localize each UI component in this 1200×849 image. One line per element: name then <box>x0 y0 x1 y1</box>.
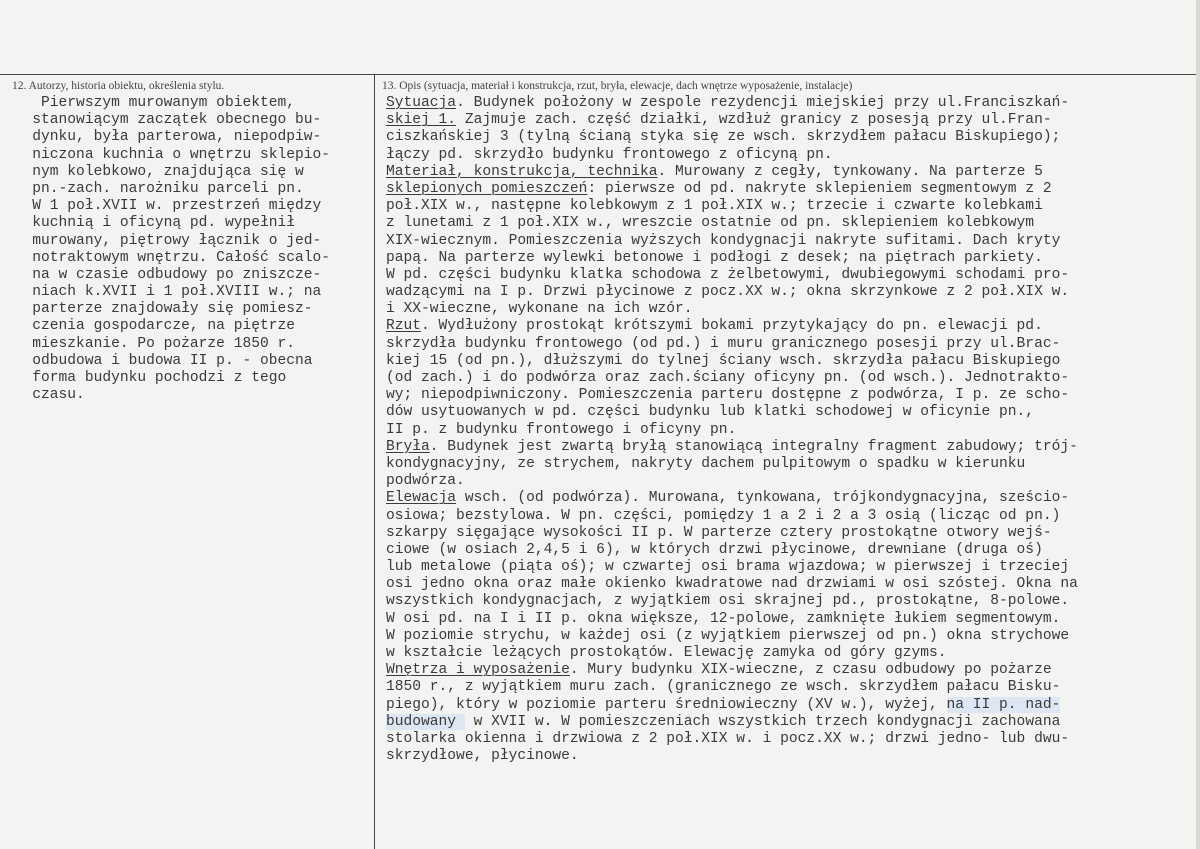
description-text-segment: skrzydła budynku frontowego (od pd.) i muru granicznego posesji przy ul.Brac- <box>386 335 1061 352</box>
description-text-segment: Zajmuje zach. część działki, wzdłuż granicy z posesją przy ul.Fran- <box>456 112 1052 129</box>
section-heading: sklepionych pomieszczeń <box>386 180 588 197</box>
description-line <box>386 576 1078 593</box>
description-text-segment: osiowa; bezstylowa. W pn. części, pomiędzy 1 a 2 i 2 a 3 osią (licząc od pn.) <box>386 507 1061 524</box>
description-text-segment: ciszkańskiej 3 (tylną ścianą styka się ze wsch. skrzydłem pałacu Biskupiego); <box>386 129 1061 146</box>
description-text-segment: W osi pd. na I i II p. okna większe, 12-polowe, zamknięte łukiem segmentowym. <box>386 610 1061 627</box>
description-line <box>386 353 1078 370</box>
history-line: stanowiącym zaczątek obecnego bu- <box>6 112 322 129</box>
description-text-segment: łączy pd. skrzydło budynku frontowego z oficyną pn. <box>386 146 833 163</box>
description-line <box>386 422 1078 439</box>
description-line <box>386 250 1078 267</box>
history-line: W 1 poł.XVII w. przestrzeń między <box>6 198 322 215</box>
description-line <box>386 611 1078 628</box>
description-line <box>386 731 1078 748</box>
description-text-segment: i XX-wieczne, wykonane na ich wzór. <box>386 301 693 318</box>
description-text-segment: papą. Na parterze wylewki betonowe i podłogi z desek; na piętrach parkiety. <box>386 249 1043 266</box>
history-line: murowany, piętrowy łącznik o jed- <box>6 232 322 249</box>
section-heading: Elewacja <box>386 490 457 507</box>
description-line <box>386 697 1078 714</box>
history-line: mieszkanie. Po pożarze 1850 r. <box>6 335 296 352</box>
description-line <box>386 525 1078 542</box>
description-text-segment: w XVII w. W pomieszczeniach wszystkich trzech kondygnacji zachowana <box>464 713 1061 730</box>
history-line: niczona kuchnia o wnętrzu sklepio- <box>6 146 331 163</box>
description-text-segment: z lunetami z 1 poł.XIX w., wreszcie ostatnie od pn. sklepieniem kolebkowym <box>386 215 1035 232</box>
column-divider <box>374 74 375 849</box>
description-text-segment: lub metalowe (piąta oś); w czwartej osi brama wjazdowa; w pierwszej i trzeciej <box>386 559 1070 576</box>
description-text-segment: w kształcie leżących prostokątów. Elewację zamyka od góry gzyms. <box>386 645 947 661</box>
history-line: notraktowym wnętrzu. Całość scalo- <box>6 249 331 266</box>
description-text-segment: XIX-wiecznym. Pomieszczenia wyższych kondygnacji nakryte sufitami. Dach kryty <box>386 232 1061 249</box>
history-line: czenia gospodarcze, na piętrze <box>6 318 296 335</box>
description-line <box>386 336 1078 353</box>
section-heading: Sytuacja <box>386 95 457 111</box>
section-heading: Bryła <box>386 438 430 455</box>
section-heading: Wnętrza i wyposażenie <box>386 662 570 679</box>
description-line <box>386 198 1078 215</box>
description-text-segment: podwórza. <box>386 473 465 490</box>
description-text-segment: . Murowany z cegły, tynkowany. Na parterze 5 <box>657 163 1043 180</box>
description-line <box>386 95 1078 112</box>
description-line <box>386 301 1078 318</box>
description-line <box>386 662 1078 679</box>
history-line: dynku, była parterowa, niepodpiw- <box>6 129 322 146</box>
description-line <box>386 129 1078 146</box>
description-line <box>386 284 1078 301</box>
description-text-segment: wszystkich kondygnacjach, z wyjątkiem osi skrajnej pd., prostokątne, 8-polowe. <box>386 593 1070 610</box>
description-line <box>386 370 1078 387</box>
description-text-segment: W pd. części budynku klatka schodowa z żelbetowymi, dwubiegowymi schodami pro- <box>386 266 1070 283</box>
description-line <box>386 318 1078 335</box>
description-text-segment: kiej 15 (od pn.), dłuższymi do tylnej ściany wsch. skrzydła pałacu Biskupiego <box>386 352 1061 369</box>
description-line <box>386 593 1078 610</box>
description-text-segment: wadzącymi na I p. Drzwi płycinowe z pocz.XX w.; okna skrzynkowe z 2 poł.XIX w. <box>386 284 1070 301</box>
description-line <box>386 181 1078 198</box>
description-line <box>386 508 1078 525</box>
section-heading: Materiał, konstrukcja, technika <box>386 163 658 180</box>
description-text-segment: szkarpy sięgające wysokości II p. W parterze cztery prostokątne otwory wejś- <box>386 524 1052 541</box>
description-line <box>386 233 1078 250</box>
description-line <box>386 679 1078 696</box>
section-heading: Rzut <box>386 318 422 335</box>
description-line <box>386 112 1078 129</box>
page-edge <box>1196 0 1200 849</box>
history-line: niach k.XVII i 1 poł.XVIII w.; na <box>6 284 322 301</box>
history-line: Pierwszym murowanym obiektem, <box>6 95 296 111</box>
description-line <box>386 215 1078 232</box>
description-text-segment: osi jedno okna oraz małe okienko kwadratowe nad drzwiami w osi szóstej. Okna na <box>386 576 1078 593</box>
history-line: na w czasie odbudowy po zniszcze- <box>6 266 322 283</box>
highlighted-text: budowany <box>386 713 465 730</box>
description-text-segment: piego), który w poziomie parteru średniowieczny (XV w.), wyżej, <box>386 696 947 713</box>
history-line: nym kolebkowo, znajdująca się w <box>6 163 304 180</box>
description-line <box>386 490 1078 507</box>
description-text-segment: . Wydłużony prostokąt krótszymi bokami przytykający do pn. elewacji pd. <box>421 318 1043 335</box>
history-line: czasu. <box>6 387 85 404</box>
description-line <box>386 628 1078 645</box>
description-text-segment: kondygnacyjny, ze strychem, nakryty dachem pulpitowym o spadku w kierunku <box>386 455 1026 472</box>
description-line <box>386 559 1078 576</box>
description-text-segment: ciowe (w osiach 2,4,5 i 6), w których drzwi płycinowe, drewniane (druga oś) <box>386 541 1043 558</box>
history-line: parterze znajdowały się pomiesz- <box>6 301 313 318</box>
highlighted-text: na II p. nad- <box>946 696 1061 713</box>
description-line <box>386 439 1078 456</box>
description-line <box>386 645 1078 662</box>
description-line <box>386 542 1078 559</box>
section-heading: skiej 1. <box>386 112 457 129</box>
description-text-segment: 1850 r., z wyjątkiem muru zach. (granicznego ze wsch. skrzydłem pałacu Bisku- <box>386 679 1061 696</box>
description-line <box>386 473 1078 490</box>
description-text-segment: II p. z budynku frontowego i oficyny pn. <box>386 421 737 438</box>
history-line: odbudowa i budowa II p. - obecna <box>6 352 313 369</box>
description-text-segment: poł.XIX w., następne kolebkowym z 1 poł.XIX w.; trzecie i czwarte kolebkami <box>386 198 1043 215</box>
description-text-segment: wy; niepodpiwniczony. Pomieszczenia parteru dostępne z podwórza, I p. ze scho- <box>386 387 1070 404</box>
description-text-segment: stolarka okienna i drzwiowa z 2 poł.XIX w. i pocz.XX w.; drzwi jedno- lub dwu- <box>386 730 1070 747</box>
header-rule <box>0 74 1200 75</box>
description-text-segment: skrzydłowe, płycinowe. <box>386 748 579 765</box>
history-text <box>6 95 330 404</box>
description-line <box>386 267 1078 284</box>
description-line <box>386 714 1078 731</box>
description-line <box>386 456 1078 473</box>
description-text-segment: wsch. (od podwórza). Murowana, tynkowana, trójkondygnacyjna, sześcio- <box>456 490 1070 507</box>
description-line <box>386 748 1078 765</box>
description-line <box>386 387 1078 404</box>
description-line <box>386 404 1078 421</box>
description-text-segment: (od zach.) i do podwórza oraz zach.ściany oficyny pn. (od wsch.). Jednotrakto- <box>386 370 1070 386</box>
section-12-header: 12. Autorzy, historia obiektu, określenia stylu. <box>12 80 225 92</box>
description-text-segment: . Mury budynku XIX-wieczne, z czasu odbudowy po pożarze <box>569 662 1052 679</box>
description-line <box>386 147 1078 164</box>
section-13-header: 13. Opis (sytuacja, materiał i konstrukcja, rzut, bryła, elewacje, dach wnętrze wyposażenie, instalacje) <box>382 80 853 92</box>
description-text-segment: W poziomie strychu, w każdej osi (z wyjątkiem pierwszej od pn.) okna strychowe <box>386 627 1070 644</box>
history-line: kuchnią i oficyną pd. wypełnił <box>6 215 296 232</box>
history-line: pn.-zach. narożniku parceli pn. <box>6 180 304 197</box>
description-text-segment: . Budynek położony w zespole rezydencji miejskiej przy ul.Franciszkań- <box>456 95 1070 111</box>
description-text-segment: . Budynek jest zwartą bryłą stanowiącą integralny fragment zabudowy; trój- <box>429 438 1078 455</box>
history-line: forma budynku pochodzi z tego <box>6 370 287 386</box>
description-text-segment: : pierwsze od pd. nakryte sklepieniem segmentowym z 2 <box>587 180 1052 197</box>
description-line <box>386 164 1078 181</box>
description-text-segment: dów usytuowanych w pd. części budynku lub klatki schodowej w oficynie pn., <box>386 404 1035 421</box>
description-text <box>386 95 1078 765</box>
